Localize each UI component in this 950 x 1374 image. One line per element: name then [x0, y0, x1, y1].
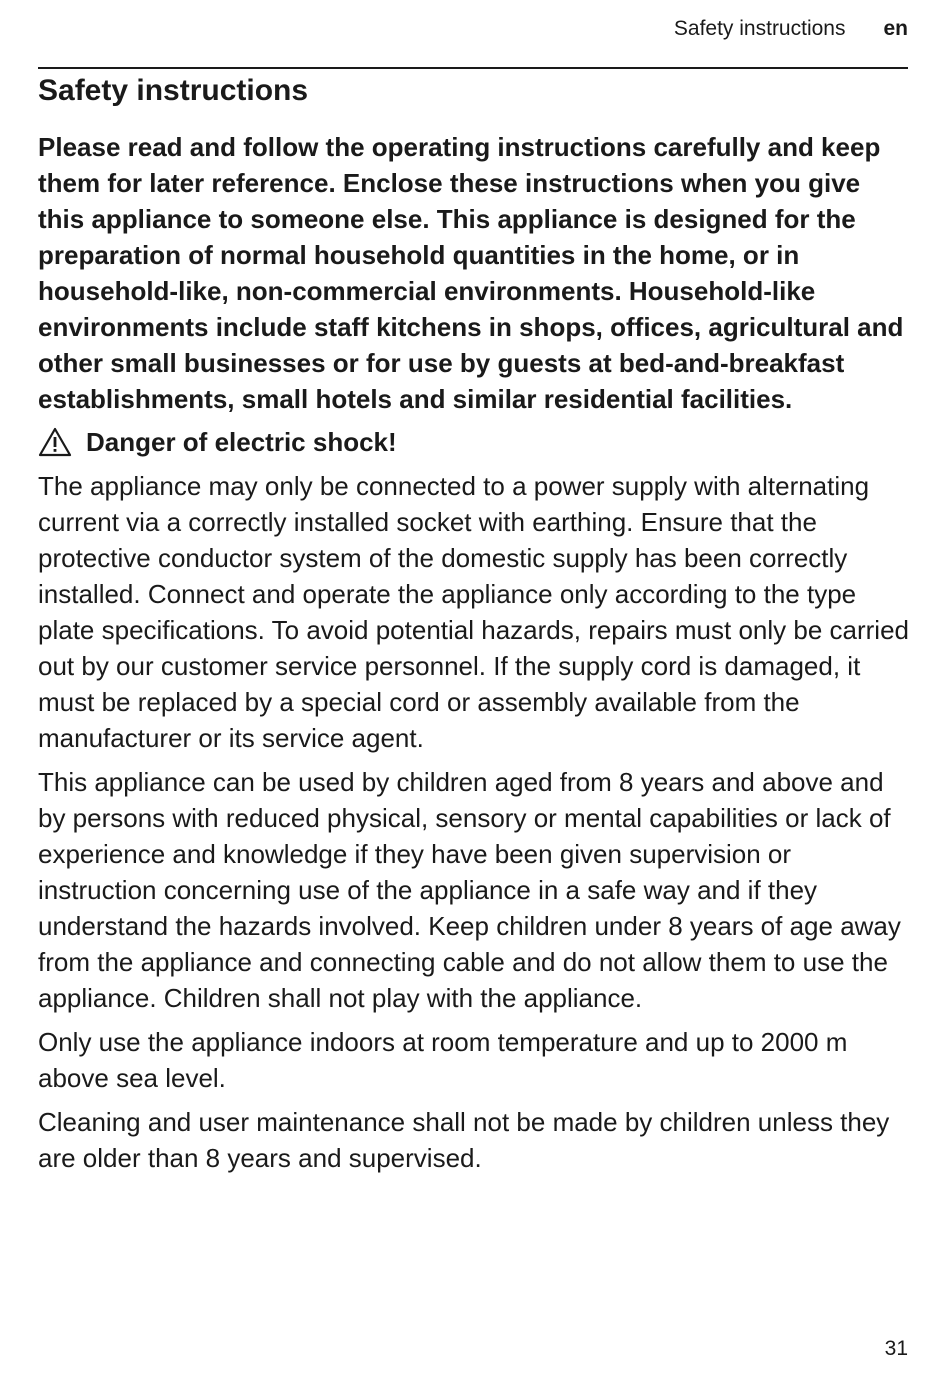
- intro-paragraph: Please read and follow the operating instructions carefully and keep them for later reference. Enclose these instructions when you give this appliance to someone else. This appliance is designed for the preparation of normal household quantities in the home, or in household-like, non-commercial environments. Household-like environments include staff kitchens in shops, offices, agricultural and other small businesses or for use by guests at bed-and-breakfast establishments, small hotels and similar residential facilities.: [38, 132, 904, 414]
- page-content: [38, 71, 912, 1176]
- warning-heading: [38, 424, 912, 460]
- paragraph-indoor-use: Only use the appliance indoors at room temperature and up to 2000 m above sea level.: [38, 1027, 848, 1093]
- header-rule: [38, 67, 908, 69]
- warning-heading-text: Danger of electric shock!: [86, 427, 397, 457]
- paragraph-cleaning: Cleaning and user maintenance shall not be made by children unless they are older than 8 years and supervised.: [38, 1107, 890, 1173]
- running-header: [674, 14, 908, 44]
- paragraph-electric-safety: The appliance may only be connected to a power supply with alternating current via a correctly installed socket with earthing. Ensure that the protective conductor system of the domestic supply has been correctly installed. Connect and operate the appliance only according to the type plate specifications. To avoid potential hazards, repairs must only be carried out by our customer service personnel. If the supply cord is damaged, it must be replaced by a special cord or assembly available from the manufacturer or its service agent.: [38, 471, 909, 753]
- page-number: 31: [884, 1337, 908, 1360]
- warning-triangle-icon: [38, 427, 72, 457]
- paragraph-children-safety: This appliance can be used by children aged from 8 years and above and by persons with reduced physical, sensory or mental capabilities or lack of experience and knowledge if they have been given supervision or instruction concerning use of the appliance in a safe way and if they understand the hazards involved. Keep children under 8 years of age away from the appliance and connecting cable and do not allow them to use the appliance. Children shall not play with the appliance.: [38, 767, 901, 1013]
- header-language: en: [883, 17, 908, 40]
- header-section-title: Safety instructions: [673, 17, 846, 40]
- section-title: Safety instructions: [38, 74, 309, 107]
